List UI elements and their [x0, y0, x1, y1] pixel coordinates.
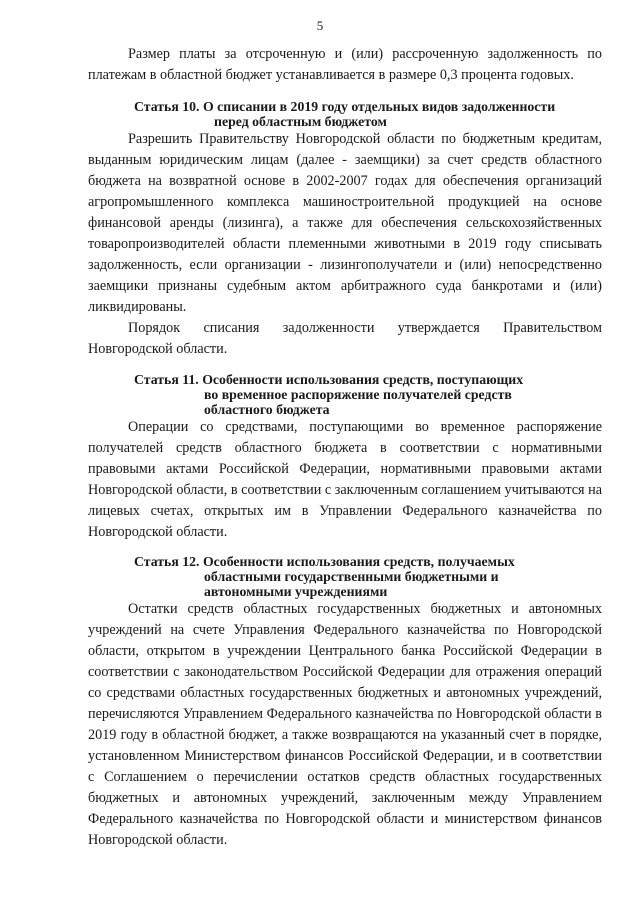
page-content	[88, 44, 602, 851]
article-11-paragraph: Операции со средствами, поступающими во временное распоряжение получателей средств областного бюджета в соответствии с нормативными правовыми актами Российской Федерации, нормативными правовыми актами Новгородской области, в соответствии с заключенным соглашением учитываются на лицевых счетах, открытых им в Управлении Федерального казначейства по Новгородской области.	[88, 419, 602, 540]
article-heading-line: во временное распоряжение получателей средств	[204, 387, 512, 402]
article-10-paragraph: Порядок списания задолженности утверждается Правительством Новгородской области.	[88, 320, 602, 357]
page-number: 5	[316, 18, 324, 33]
intro-paragraph: Размер платы за отсроченную и (или) рассроченную задолженность по платежам в областной бюджет устанавливается в размере 0,3 процента годовых.	[88, 46, 602, 83]
article-heading-line: областными государственными бюджетными и	[204, 569, 499, 584]
article-12-paragraph: Остатки средств областных государственных бюджетных и автономных учреждений на счете Управления Федерального казначейства по Новгородской области, открытом в учреждении Центрального банка Российской Федерации в соответствии с законодательством Российской Федерации для отражения операций со средствами областных государственных бюджетных и автономных учреждений, перечисляются Управлением Федерального казначейства по Новгородской области в 2019 году в областной бюджет, а также возвращаются на указанный счет в порядке, установленном Министерством финансов Российской Федерации, и в соответствии с Соглашением о перечислении остатков средств областных государственных бюджетных и автономных учреждений, заключенным между Управлением Федерального казначейства по Новгородской области и министерством финансов Новгородской области.	[88, 601, 602, 848]
article-10-heading	[88, 99, 602, 129]
article-10-paragraph: Разрешить Правительству Новгородской области по бюджетным кредитам, выданным юридическим лицам (далее - заемщики) за счет средств областного бюджета на возвратной основе в 2002-2007 годах для обеспечения организаций агропромышленного комплекса машиностроительной продукцией на основе финансовой аренды (лизинга), а также для обеспечения сельскохозяйственных товаропроизводителей области племенными животными в 2019 году списывать задолженность, если организации - лизингополучатели и (или) непосредственно заемщики признаны судебным актом арбитражного суда банкротами и (или) ликвидированы.	[88, 131, 602, 315]
article-heading-line: перед областным бюджетом	[214, 114, 387, 129]
article-heading-line: областного бюджета	[204, 402, 330, 417]
article-heading-line: Статья 12. Особенности использования средств, получаемых	[134, 554, 515, 569]
article-11-heading	[88, 372, 602, 417]
article-12-heading	[88, 554, 602, 599]
article-heading-line: Статья 11. Особенности использования средств, поступающих	[134, 372, 524, 387]
article-heading-line: Статья 10. О списании в 2019 году отдельных видов задолженности	[134, 99, 556, 114]
article-heading-line: автономными учреждениями	[204, 584, 388, 599]
